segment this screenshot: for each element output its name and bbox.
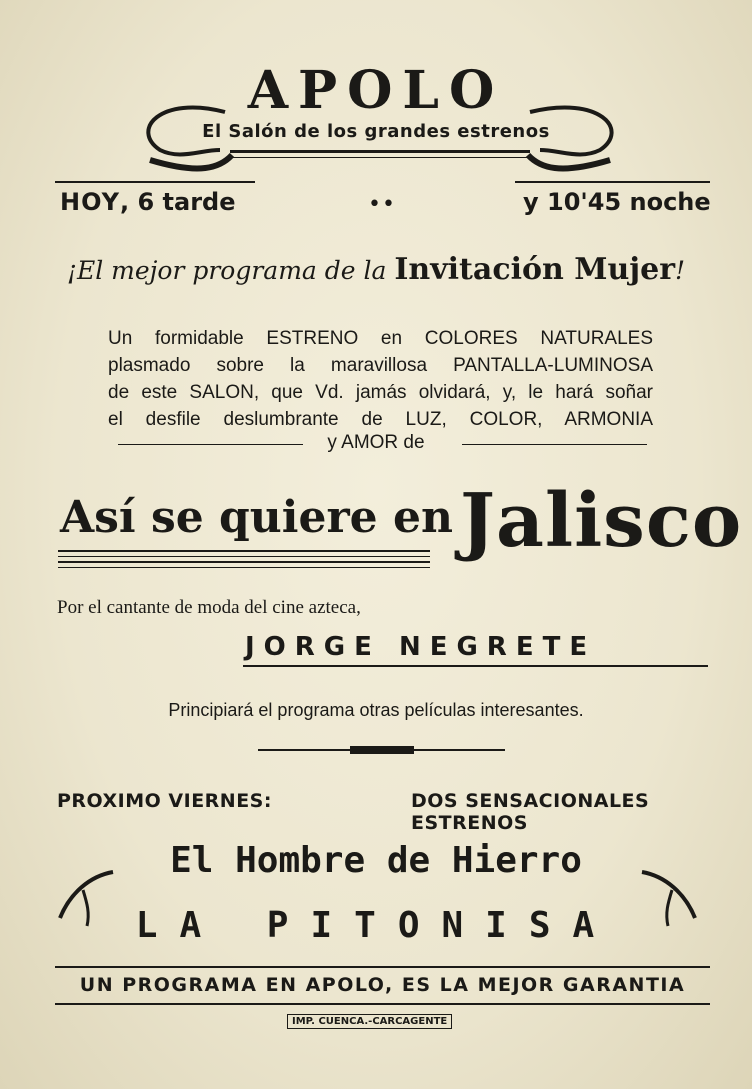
schedule-separator: ••	[368, 192, 396, 217]
headline-lead: ¡El mejor programa de la	[66, 256, 395, 285]
promo-closing: y AMOR de	[327, 432, 425, 453]
header-rule	[230, 150, 530, 153]
divider-block	[350, 746, 414, 754]
schedule-rule-right	[515, 181, 710, 183]
promo-line: el desfile deslumbrante de LUZ, COLOR, ARMONIA	[108, 409, 653, 430]
footer-rule-top	[55, 966, 710, 968]
cinema-name: APOLO	[247, 60, 505, 121]
header-rule-thin	[230, 157, 530, 158]
title-underline-4	[58, 567, 430, 568]
star-underline	[243, 665, 708, 667]
headline-end: !	[675, 256, 686, 285]
cinema-tagline: El Salón de los grandes estrenos	[202, 121, 550, 142]
title-underline-1	[58, 550, 430, 552]
headline-emphasis: Invitación Mujer	[394, 252, 676, 287]
promo-rule-right	[462, 444, 647, 445]
title-underline-2	[58, 556, 430, 557]
promo-text	[108, 325, 653, 433]
footer-rule-bottom	[55, 1003, 710, 1005]
schedule-rule-left	[55, 181, 255, 183]
left-flourish-icon	[0, 0, 752, 200]
feature-extra: Principiará el programa otras películas interesantes.	[168, 700, 584, 720]
schedule-afternoon	[60, 188, 236, 216]
schedule-night: y 10'45 noche	[523, 188, 711, 216]
upcoming-label: PROXIMO VIERNES:	[57, 790, 272, 812]
promo-line: plasmado sobre la maravillosa PANTALLA-LUMINOSA	[108, 355, 653, 376]
promo-line: Un formidable ESTRENO en COLORES NATURALES	[108, 328, 653, 349]
promo-line: de este SALON, que Vd. jamás olvidará, y, le hará soñar	[108, 382, 653, 403]
feature-title-part2: Jalisco	[460, 478, 743, 564]
footer-slogan: UN PROGRAMA EN APOLO, ES LA MEJOR GARANTIA	[79, 974, 686, 996]
feature-title-part1: Así se quiere en	[60, 492, 453, 543]
program-headline	[0, 252, 752, 287]
feature-star: JORGE NEGRETE	[245, 632, 597, 662]
today-label: HOY	[60, 188, 121, 216]
title-underline-3	[58, 561, 430, 563]
upcoming-note: DOS SENSACIONALES ESTRENOS	[411, 790, 650, 834]
feature-subtitle: Por el cantante de moda del cine azteca,	[57, 597, 361, 618]
printer-mark: IMP. CUENCA.-CARCAGENTE	[287, 1014, 452, 1029]
upcoming-film1: El Hombre de Hierro	[170, 840, 582, 881]
afternoon-time: , 6 tarde	[120, 188, 236, 216]
upcoming-film2: LA PITONISA	[135, 905, 617, 946]
